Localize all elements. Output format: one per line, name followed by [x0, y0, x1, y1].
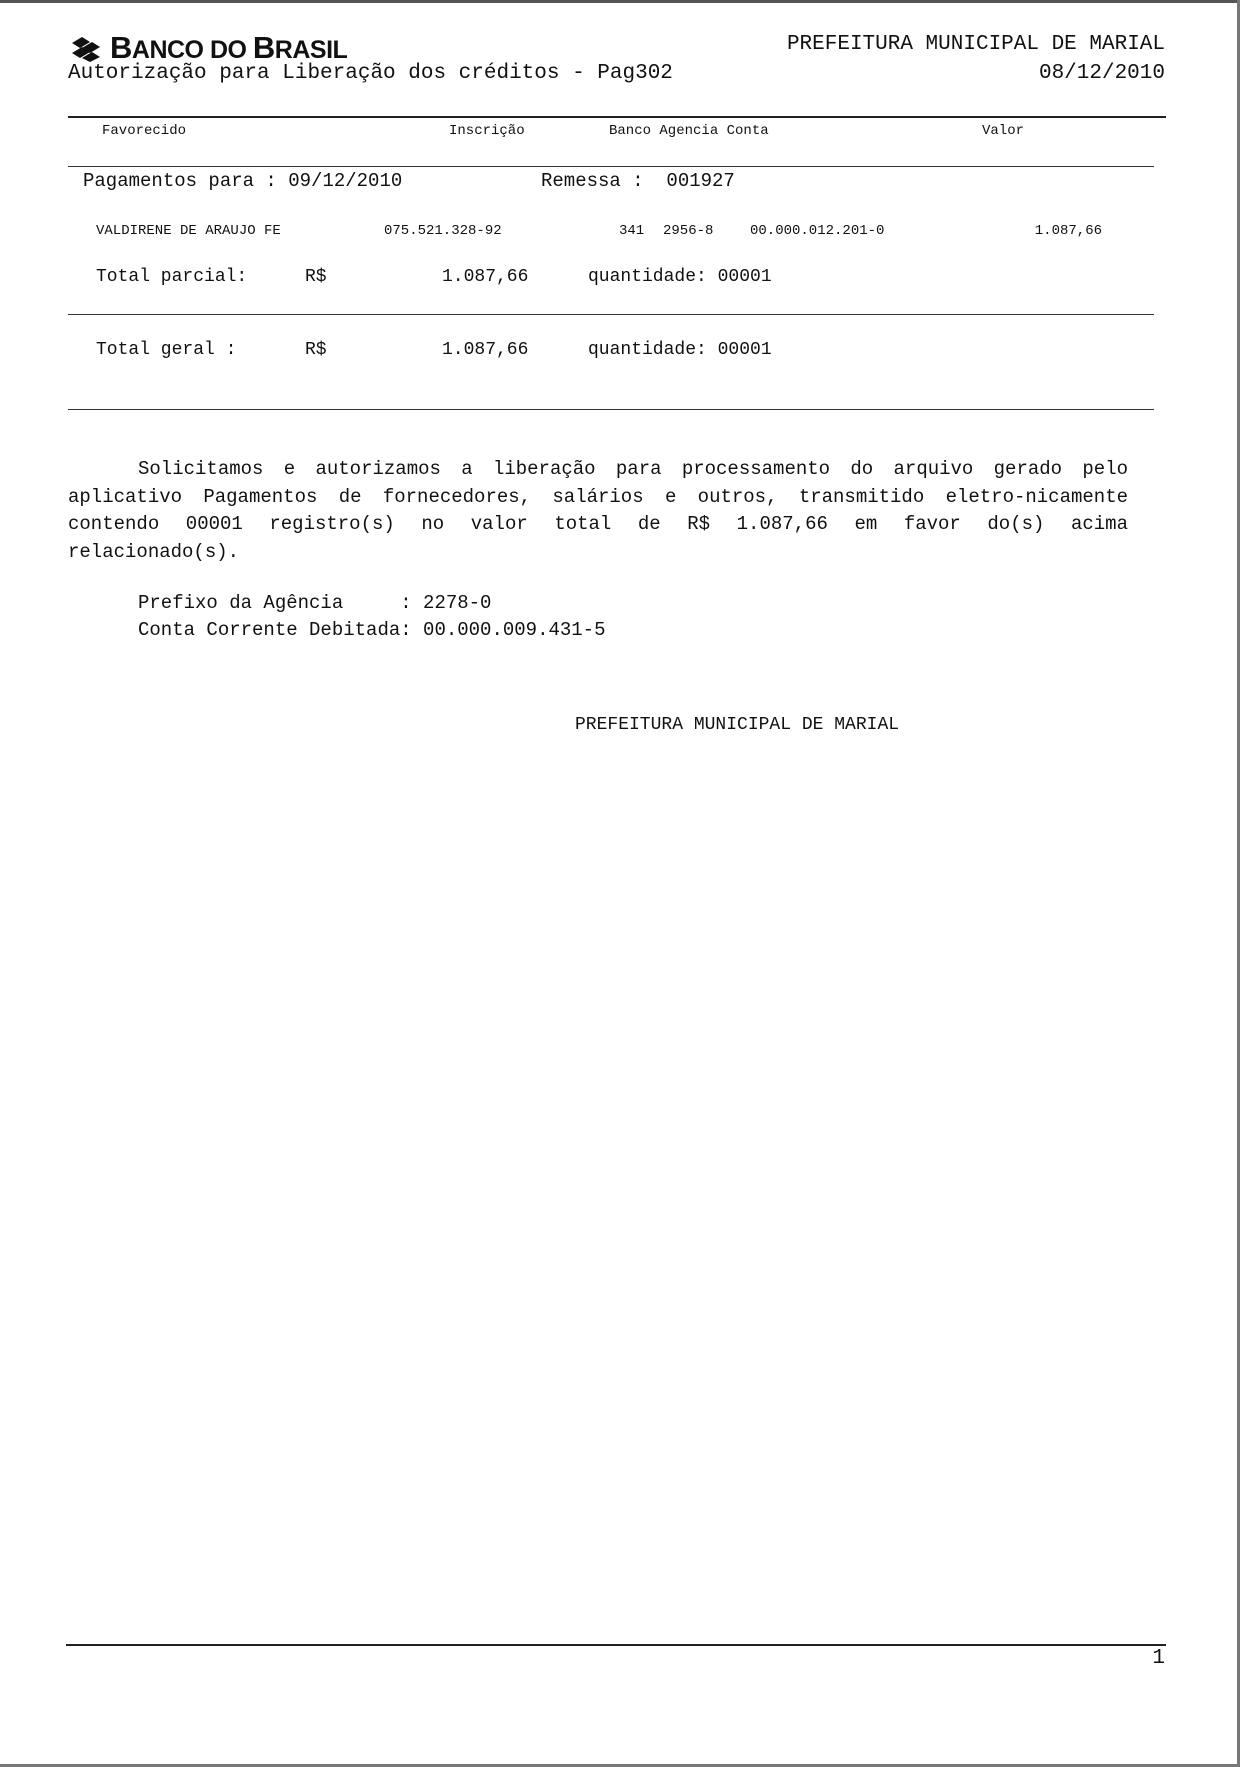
- scan-edge-top: [0, 0, 1240, 3]
- bank-logo: [68, 30, 347, 66]
- remessa-number: Remessa : 001927: [541, 170, 735, 192]
- column-favorecido: Favorecido: [102, 123, 187, 139]
- column-inscricao: Inscrição: [449, 123, 525, 139]
- subtotal-rule: [68, 314, 1154, 315]
- total-parcial-label: Total parcial:: [96, 267, 248, 287]
- bank-name: BANCO DO BRASIL: [110, 30, 348, 65]
- page-number: 1: [1152, 1647, 1165, 1670]
- total-geral-label: Total geral :: [96, 340, 237, 360]
- total-parcial-quantidade: quantidade: 00001: [588, 267, 772, 287]
- document-date: 08/12/2010: [1038, 62, 1165, 85]
- header-rule: [68, 116, 1166, 118]
- banco-do-brasil-logo-icon: [68, 33, 104, 63]
- row-inscricao: 075.521.328-92: [384, 223, 502, 239]
- column-rule: [68, 166, 1154, 167]
- conta-corrente-debitada: Conta Corrente Debitada: 00.000.009.431-5: [138, 619, 606, 641]
- total-parcial-value: 1.087,66: [442, 267, 529, 287]
- payments-date: Pagamentos para : 09/12/2010: [83, 170, 403, 192]
- company-name: PREFEITURA MUNICIPAL DE MARIAL: [786, 33, 1165, 56]
- total-rule: [68, 409, 1154, 410]
- row-conta: 00.000.012.201-0: [750, 223, 885, 239]
- total-geral-quantidade: quantidade: 00001: [588, 340, 772, 360]
- prefixo-agencia: Prefixo da Agência : 2278-0: [138, 592, 492, 614]
- column-valor: Valor: [982, 123, 1025, 139]
- total-geral-value: 1.087,66: [442, 340, 529, 360]
- total-geral-currency: R$: [305, 340, 327, 360]
- document-title: Autorização para Liberação dos créditos - Pag302: [68, 62, 673, 85]
- authorization-paragraph: Solicitamos e autorizamos a liberação para processamento do arquivo gerado pelo aplicativo Pagamentos de fornecedores, salários e outros, transmitido eletro-nicamente contendo 00001 registro(s) no valor total de R$ 1.087,66 em favor do(s) acima relacionado(s).: [68, 458, 1128, 563]
- row-favorecido: VALDIRENE DE ARAUJO FE: [96, 223, 281, 239]
- row-valor: 1.087,66: [1034, 223, 1102, 239]
- signature-company: PREFEITURA MUNICIPAL DE MARIAL: [575, 715, 900, 735]
- column-banco-agencia-conta: Banco Agencia Conta: [609, 123, 769, 139]
- row-agencia: 2956-8: [663, 223, 714, 239]
- footer-rule: [66, 1644, 1166, 1646]
- row-banco: 341: [619, 223, 645, 239]
- total-parcial-currency: R$: [305, 267, 327, 287]
